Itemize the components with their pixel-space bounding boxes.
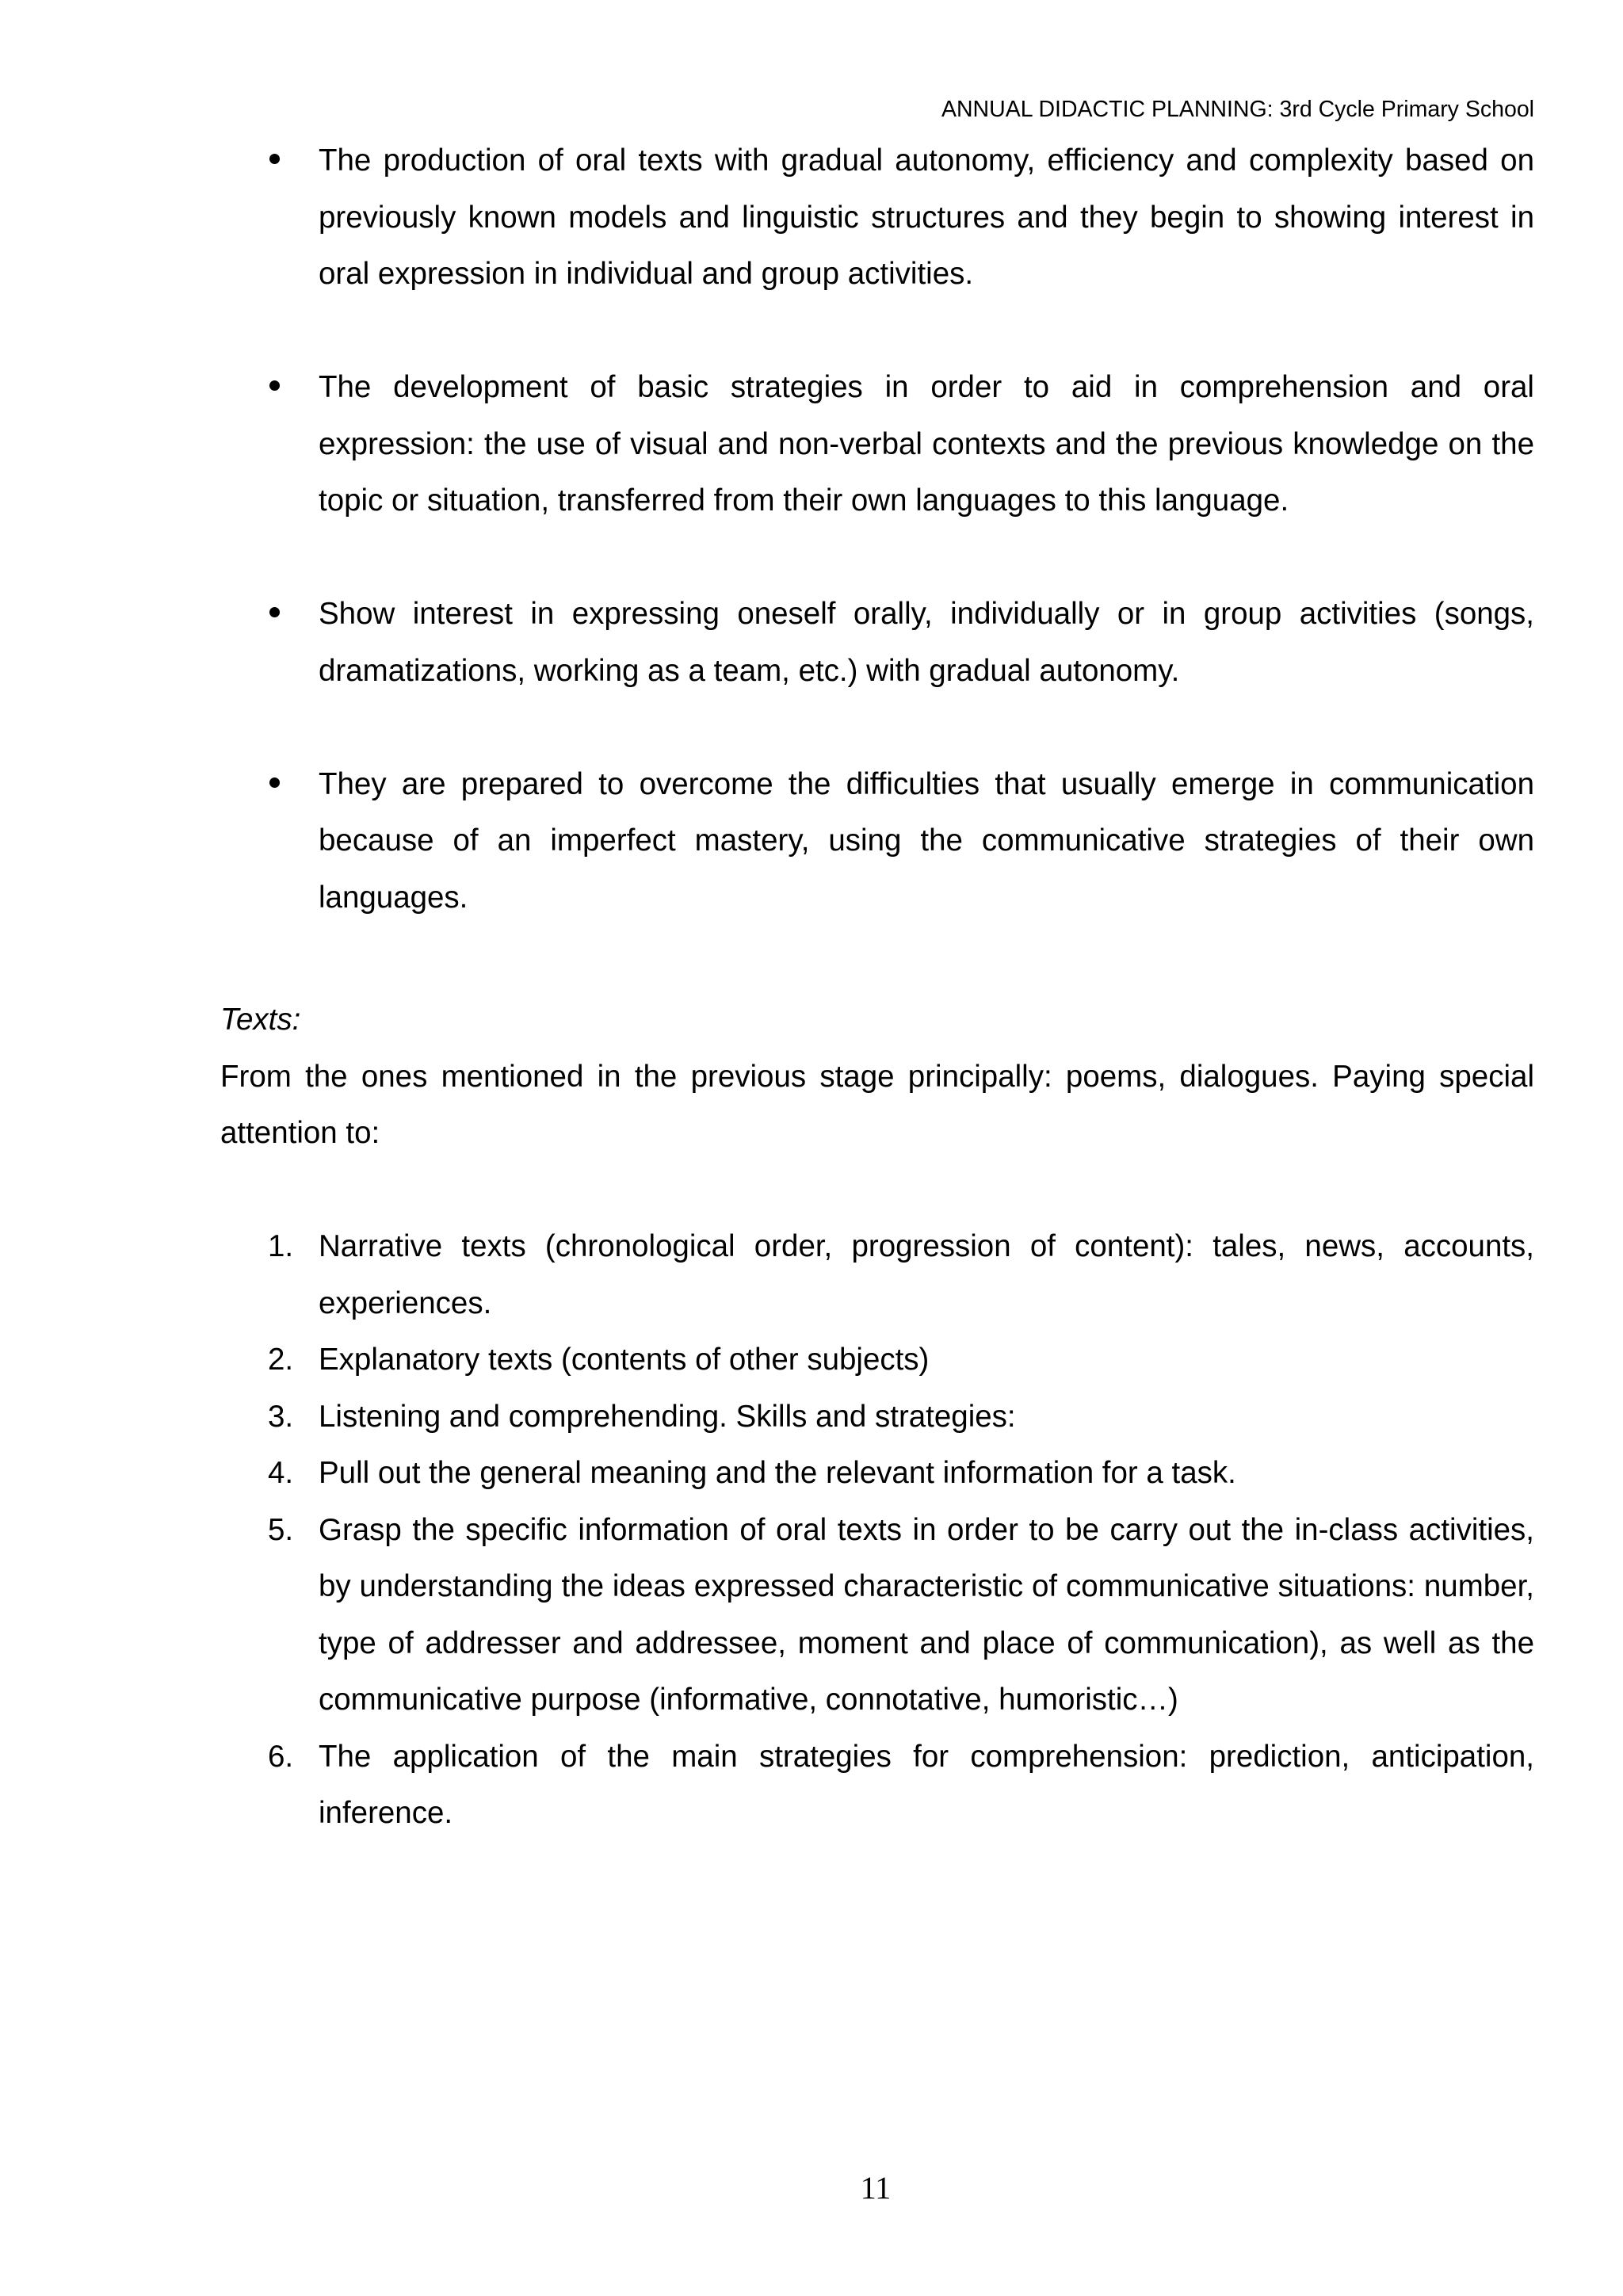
item-text: Grasp the specific information of oral texts in order to be carry out the in-class activities, by understanding the ideas expressed characteristic of communicative situations: number, type of addresser and addressee, moment and place of communication), as well as the communicative purpose (informative, connotative, humoristic…) [319, 1512, 1534, 1717]
item-text: Pull out the general meaning and the relevant information for a task. [319, 1456, 1236, 1490]
bullet-icon [220, 756, 319, 813]
bullet-text: They are prepared to overcome the difficulties that usually emerge in communication because of an imperfect mastery, using the communicative strategies of their own languages. [319, 766, 1534, 915]
section-heading: Texts: [220, 1003, 301, 1037]
bullet-item [220, 132, 1534, 303]
bullet-icon [220, 359, 319, 416]
bullet-text: Show interest in expressing oneself orally, individually or in group activities (songs, dramatizations, working as a team, etc.) with gradual autonomy. [319, 597, 1534, 688]
item-number: 6. [268, 1739, 294, 1774]
texts-section [220, 991, 1534, 1162]
bullet-icon [220, 132, 319, 189]
bullet-list [220, 132, 1534, 926]
item-number: 5. [268, 1512, 294, 1547]
bullet-item [220, 359, 1534, 529]
item-text: The application of the main strategies for comprehension: prediction, anticipation, inference. [319, 1739, 1534, 1830]
numbered-item [220, 1502, 1534, 1729]
bullet-text: The development of basic strategies in order to aid in comprehension and oral expression: the use of visual and non-verbal contexts and the previous knowledge on the topic or situation, transferred from their own languages to this language. [319, 370, 1534, 518]
item-text: Narrative texts (chronological order, progression of content): tales, news, accounts, experiences. [319, 1229, 1534, 1320]
item-text: Explanatory texts (contents of other subjects) [319, 1343, 930, 1377]
item-number: 3. [268, 1399, 294, 1434]
numbered-item [220, 1445, 1534, 1502]
numbered-item [220, 1389, 1534, 1446]
bullet-item [220, 586, 1534, 699]
running-header: ANNUAL DIDACTIC PLANNING: 3rd Cycle Primary School [941, 97, 1534, 122]
section-intro: From the ones mentioned in the previous stage principally: poems, dialogues. Paying special attention to: [220, 1059, 1534, 1150]
bullet-text: The production of oral texts with gradual autonomy, efficiency and complexity based on previously known models and linguistic structures and they begin to showing interest in oral expression in individual and group activities. [319, 143, 1534, 291]
item-text: Listening and comprehending. Skills and strategies: [319, 1399, 1016, 1434]
item-number: 4. [268, 1456, 294, 1490]
bullet-icon [220, 586, 319, 643]
numbered-item [220, 1218, 1534, 1331]
numbered-list [220, 1218, 1534, 1842]
numbered-item [220, 1331, 1534, 1389]
page-number: 11 [860, 2170, 892, 2206]
item-number: 2. [268, 1343, 294, 1377]
numbered-item [220, 1729, 1534, 1842]
bullet-item [220, 756, 1534, 926]
item-number: 1. [268, 1229, 294, 1263]
